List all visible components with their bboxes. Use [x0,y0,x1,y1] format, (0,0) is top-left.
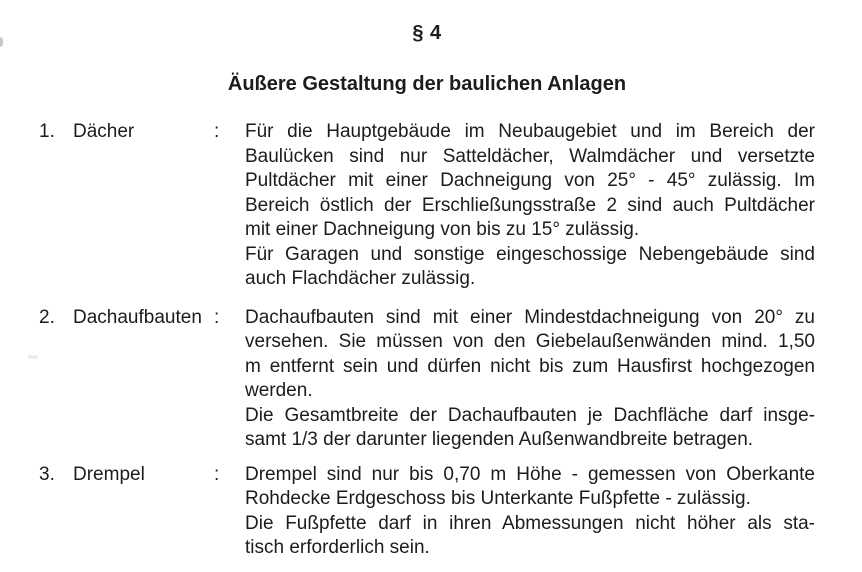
section-mark: § 4 [412,22,442,44]
item-text [245,120,815,292]
scan-artifact [0,37,3,47]
regulation-list [39,120,815,561]
text-line: Pultdächer mit einer Dachneigung von 25° - 45° zulässig. Im [245,170,815,191]
list-item-drempel [39,463,815,561]
document-title: Äußere Gestaltung der baulichen Anlagen [227,73,627,95]
text-line: tisch erforderlich sein. [245,537,430,558]
list-item-dachaufbauten [39,306,815,453]
text-line: versehen. Sie müssen von den Giebelaußenwänden mind. 1,50 [245,331,815,352]
item-text [245,306,815,453]
text-line: Baulücken sind nur Satteldächer, Walmdächer und versetzte [245,145,815,167]
text-line: Für Garagen und sonstige eingeschossige Nebengebäude sind [245,243,815,265]
item-number: 3. [39,463,55,485]
item-number: 1. [39,121,55,142]
text-line: Die Gesamtbreite der Dachaufbauten je Dachfläche darf insge- [245,404,815,426]
item-text [245,463,815,561]
text-line: mit einer Dachneigung von bis zu 15° zulässig. [245,219,640,240]
text-line: auch Flachdächer zulässig. [245,268,476,289]
text-line: Rohdecke Erdgeschoss bis Unterkante Fußpfette - zulässig. [245,488,751,509]
text-line: Drempel sind nur bis 0,70 m Höhe - gemessen von Oberkante [245,463,815,485]
item-number: 2. [39,306,55,328]
text-line: werden. [245,380,313,401]
text-line: Die Fußpfette darf in ihren Abmessungen nicht höher als sta- [245,512,815,534]
item-label: Dächer [73,121,135,142]
text-line: samt 1/3 der darunter liegenden Außenwandbreite betragen. [245,429,754,450]
item-colon: : [214,121,220,142]
item-colon: : [214,463,220,485]
scan-artifact [28,355,38,359]
list-item-daecher [39,120,815,292]
item-colon: : [214,306,220,328]
text-line: Dachaufbauten sind mit einer Mindestdachneigung von 20° zu [245,306,815,328]
text-line: Bereich östlich der Erschließungsstraße 2 sind auch Pultdächer [245,194,815,216]
item-label: Drempel [73,463,145,485]
item-label: Dachaufbauten [73,306,202,328]
text-line: Für die Hauptgebäude im Neubaugebiet und im Bereich der [245,121,815,142]
text-line: m entfernt sein und dürfen nicht bis zum Hausfirst hochgezogen [245,355,815,377]
